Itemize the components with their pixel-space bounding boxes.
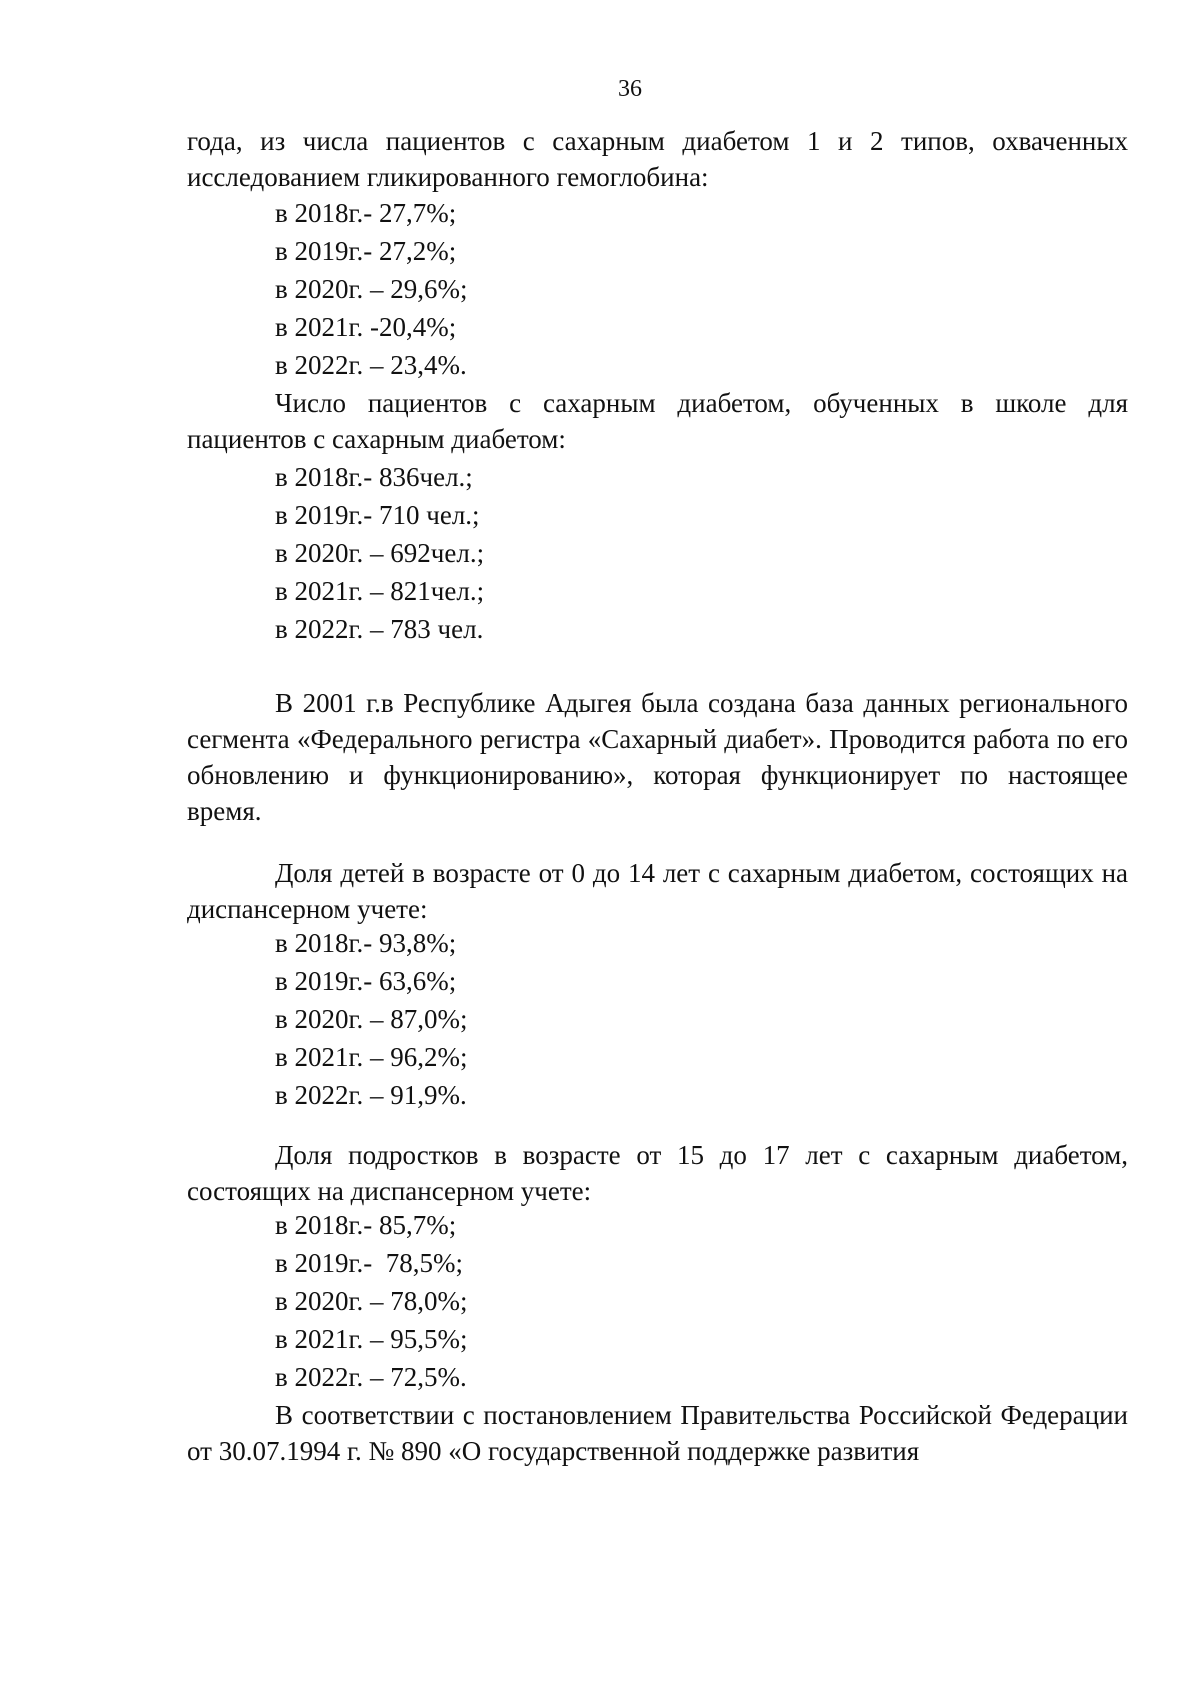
list-item: в 2019г.- 78,5%; bbox=[275, 1248, 464, 1278]
list-item: в 2022г. – 91,9%. bbox=[275, 1080, 467, 1110]
list-item: в 2021г. – 821чел.; bbox=[275, 576, 485, 606]
list-item: в 2022г. – 783 чел. bbox=[275, 614, 484, 644]
teens-heading: Доля подростков в возрасте от 15 до 17 лет с сахарным диабетом, состоящих на диспансерном учете: bbox=[187, 1140, 1128, 1206]
list-item: в 2018г.- 27,7%; bbox=[275, 198, 457, 228]
list-item: в 2020г. – 87,0%; bbox=[275, 1004, 468, 1034]
list-item: в 2020г. – 29,6%; bbox=[275, 274, 468, 304]
list-item: в 2019г.- 27,2%; bbox=[275, 236, 457, 266]
final-paragraph: В соответствии с постановлением Правительства Российской Федерации от 30.07.1994 г. № 890 «О государственной поддержке развития bbox=[187, 1400, 1128, 1466]
list-item: в 2020г. – 78,0%; bbox=[275, 1286, 468, 1316]
registry-paragraph: В 2001 г.в Республике Адыгея была создана база данных регионального сегмента «Федерального регистра «Сахарный диабет». Проводится работа по его обновлению и функционированию», которая функционирует по настоящее время. bbox=[187, 688, 1128, 826]
list-item: в 2019г.- 710 чел.; bbox=[275, 500, 480, 530]
list-item: в 2018г.- 93,8%; bbox=[275, 928, 457, 958]
school-heading: Число пациентов с сахарным диабетом, обученных в школе для пациентов с сахарным диабетом: bbox=[187, 388, 1128, 454]
list-item: в 2021г. – 95,5%; bbox=[275, 1324, 468, 1354]
list-item: в 2022г. – 72,5%. bbox=[275, 1362, 467, 1392]
list-item: в 2022г. – 23,4%. bbox=[275, 350, 467, 380]
list-item: в 2020г. – 692чел.; bbox=[275, 538, 485, 568]
list-item: в 2018г.- 85,7%; bbox=[275, 1210, 457, 1240]
intro-paragraph: года, из числа пациентов с сахарным диабетом 1 и 2 типов, охваченных исследованием гликированного гемоглобина: bbox=[187, 126, 1128, 192]
page-number: 36 bbox=[618, 76, 642, 102]
list-item: в 2021г. – 96,2%; bbox=[275, 1042, 468, 1072]
list-item: в 2021г. -20,4%; bbox=[275, 312, 457, 342]
list-item: в 2019г.- 63,6%; bbox=[275, 966, 457, 996]
children-heading: Доля детей в возрасте от 0 до 14 лет с сахарным диабетом, состоящих на диспансерном учете: bbox=[187, 858, 1128, 924]
list-item: в 2018г.- 836чел.; bbox=[275, 462, 473, 492]
